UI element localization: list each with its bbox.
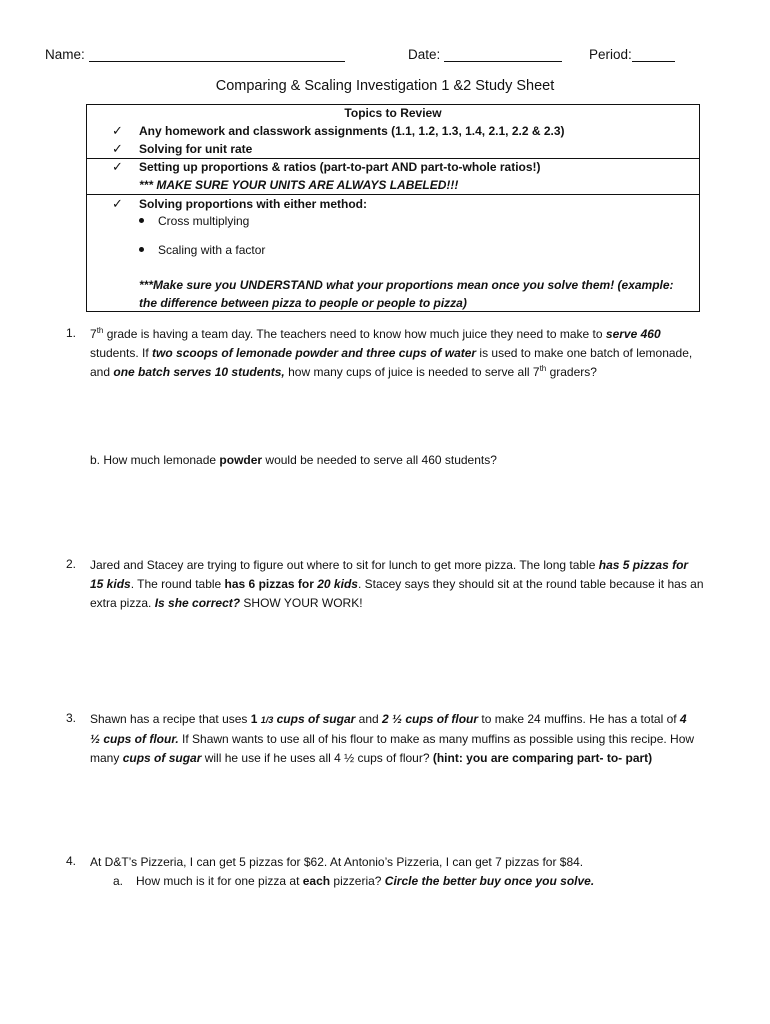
question-4-text: At D&T’s Pizzeria, I can get 5 pizzas for $62. At Antonio’s Pizzeria, I can get 7 pizzas for $84. <box>90 855 584 869</box>
question-2-text: Jared and Stacey are trying to figure out where to sit for lunch to get more pizza. The long table has 5 pizzas for 15 kids. The round table has 6 pizzas for 20 kids. Stacey says they should sit at the round table because it has an extra pizza. Is she correct? SHOW YOUR WORK! <box>90 558 704 610</box>
method-bullet-1 <box>139 214 249 228</box>
method-bullet-2 <box>139 243 265 257</box>
period-label: Period: <box>589 47 632 62</box>
check-icon: ✓ <box>112 159 123 174</box>
question-4-number: 4. <box>66 854 77 868</box>
topic-item-4: Solving proportions with either method: <box>139 197 367 211</box>
name-blank[interactable] <box>89 47 345 62</box>
page-title: Comparing & Scaling Investigation 1 &2 Study Sheet <box>215 78 555 94</box>
method-bullet-2-text: Scaling with a factor <box>158 243 266 257</box>
name-field[interactable] <box>45 47 345 62</box>
bullet-icon <box>139 247 144 252</box>
understand-note-line-1: ***Make sure you UNDERSTAND what your proportions mean once you solve them! (example: <box>139 278 674 292</box>
date-blank[interactable] <box>444 47 562 62</box>
topic-row-4 <box>87 195 699 311</box>
check-icon: ✓ <box>112 196 123 211</box>
question-4a-label: a. <box>113 874 124 888</box>
question-4a-text: How much is it for one pizza at each pizzeria? Circle the better buy once you solve. <box>136 874 595 888</box>
method-bullet-1-text: Cross multiplying <box>158 214 250 228</box>
question-2-number: 2. <box>66 557 77 571</box>
topic-item-2: Solving for unit rate <box>139 142 253 156</box>
topic-item-3: Setting up proportions & ratios (part-to-part AND part-to-whole ratios!) <box>139 160 541 174</box>
name-label: Name: <box>45 47 85 62</box>
period-field[interactable] <box>589 47 675 62</box>
question-3-text: Shawn has a recipe that uses 1 1/3 cups of sugar and 2 ½ cups of flour to make 24 muffins. He has a total of 4 ½ cups of flour. If Shawn wants to use all of his flour to make as many muffins as possible using this recipe. How many cups of sugar will he use if he uses all 4 ½ cups of flour? (hint: you are comparing part- to- part) <box>90 712 695 765</box>
topic-row-2 <box>87 140 699 159</box>
question-1b-text: b. How much lemonade powder would be needed to serve all 460 students? <box>90 453 497 467</box>
question-1-number: 1. <box>66 326 77 340</box>
topics-table <box>86 104 700 312</box>
topic-row-3 <box>87 158 699 195</box>
period-blank[interactable] <box>632 47 675 62</box>
topic-item-3-note: *** MAKE SURE YOUR UNITS ARE ALWAYS LABELED!!! <box>139 178 459 192</box>
topics-heading-row <box>87 105 699 122</box>
topic-row-1 <box>87 122 699 139</box>
question-1-text: 7th grade is having a team day. The teachers need to know how much juice they need to make to serve 460 students. If two scoops of lemonade powder and three cups of water is used to make one batch of lemonade, and one batch serves 10 students, how many cups of juice is needed to serve all 7th graders? <box>90 326 693 379</box>
topic-item-1: Any homework and classwork assignments (1.1, 1.2, 1.3, 1.4, 2.1, 2.2 & 2.3) <box>139 124 565 138</box>
bullet-icon <box>139 218 144 223</box>
check-icon: ✓ <box>112 141 123 156</box>
understand-note-line-2: the difference between pizza to people or people to pizza) <box>139 296 467 310</box>
topics-heading: Topics to Review <box>344 106 442 120</box>
date-field[interactable] <box>408 47 562 62</box>
check-icon: ✓ <box>112 123 123 138</box>
question-3-number: 3. <box>66 711 77 725</box>
date-label: Date: <box>408 47 441 62</box>
